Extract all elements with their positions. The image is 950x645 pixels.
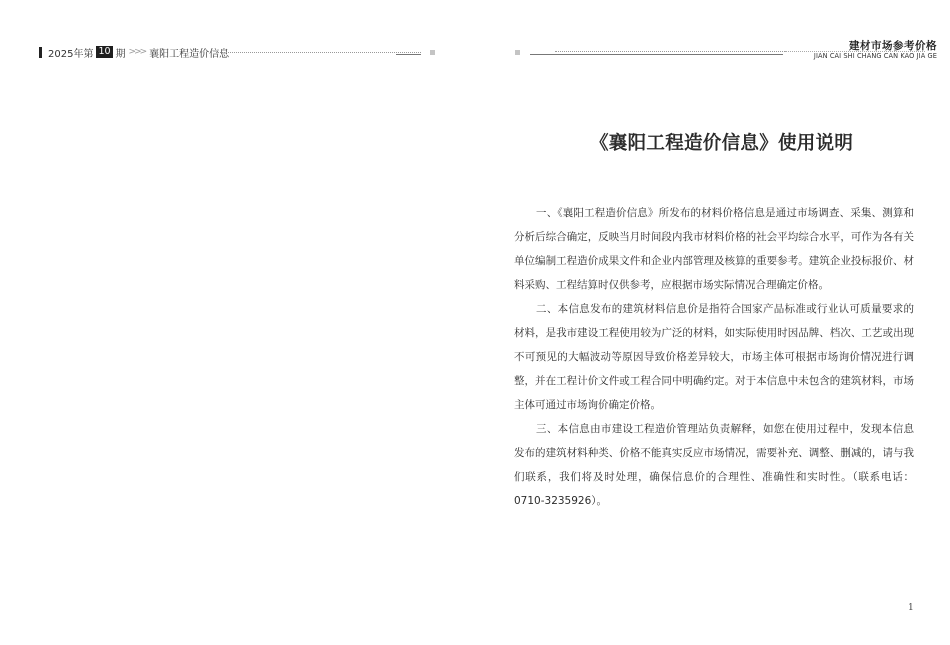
issue-number-badge: 10 [98, 46, 111, 57]
publication-name: 襄阳工程造价信息 [149, 48, 230, 60]
document-body [514, 201, 914, 513]
left-running-header [39, 45, 229, 59]
header-solid-rule-left [396, 54, 421, 55]
square-marker-left [430, 50, 435, 55]
paragraph-2: 二、本信息发布的建筑材料信息价是指符合国家产品标准或行业认可质量要求的材料，是我市建设工程使用较为广泛的材料，如实际使用时因品牌、档次、工艺或出现不可预见的大幅波动等原因导致价格差异较大，市场主体可根据市场询价情况进行调整，并在工程计价文件或工程合同中明确约定。对于本信息中未包含的建筑材料，市场主体可通过市场询价确定价格。 [514, 303, 914, 411]
page-number: 1 [908, 603, 914, 613]
section-title: 建材市场参考价格 [849, 40, 937, 52]
header-dotted-rule-right [555, 51, 785, 52]
paragraph-1: 一、《襄阳工程造价信息》所发布的材料价格信息是通过市场调查、采集、测算和分析后综合确定，反映当月时间段内我市材料价格的社会平均综合水平，可作为各有关单位编制工程造价成果文件和企业内部管理及核算的重要参考。建筑企业投标报价、材料采购、工程结算时仅供参考，应根据市场实际情况合理确定价格。 [514, 207, 914, 291]
document-title: 《襄阳工程造价信息》使用说明 [590, 133, 854, 154]
header-solid-rule-right [530, 54, 783, 55]
header-dotted-rule-left [216, 52, 421, 53]
issue-suffix: 期 [115, 48, 126, 60]
double-chevron-right-icon: >>> [128, 47, 146, 57]
paragraph-3: 三、本信息由市建设工程造价管理站负责解释，如您在使用过程中，发现本信息发布的建筑材料种类、价格不能真实反应市场情况，需要补充、调整、删减的，请与我们联系，我们将及时处理，确保信息价的合理性、准确性和实时性。（联系电话：0710-3235926）。 [514, 423, 914, 507]
section-pinyin: JIAN CAI SHI CHANG CAN KAO JIA GE [813, 52, 937, 60]
year-prefix: 2025年第 [48, 48, 94, 60]
square-marker-right [515, 50, 520, 55]
header-bar-mark [39, 47, 42, 58]
